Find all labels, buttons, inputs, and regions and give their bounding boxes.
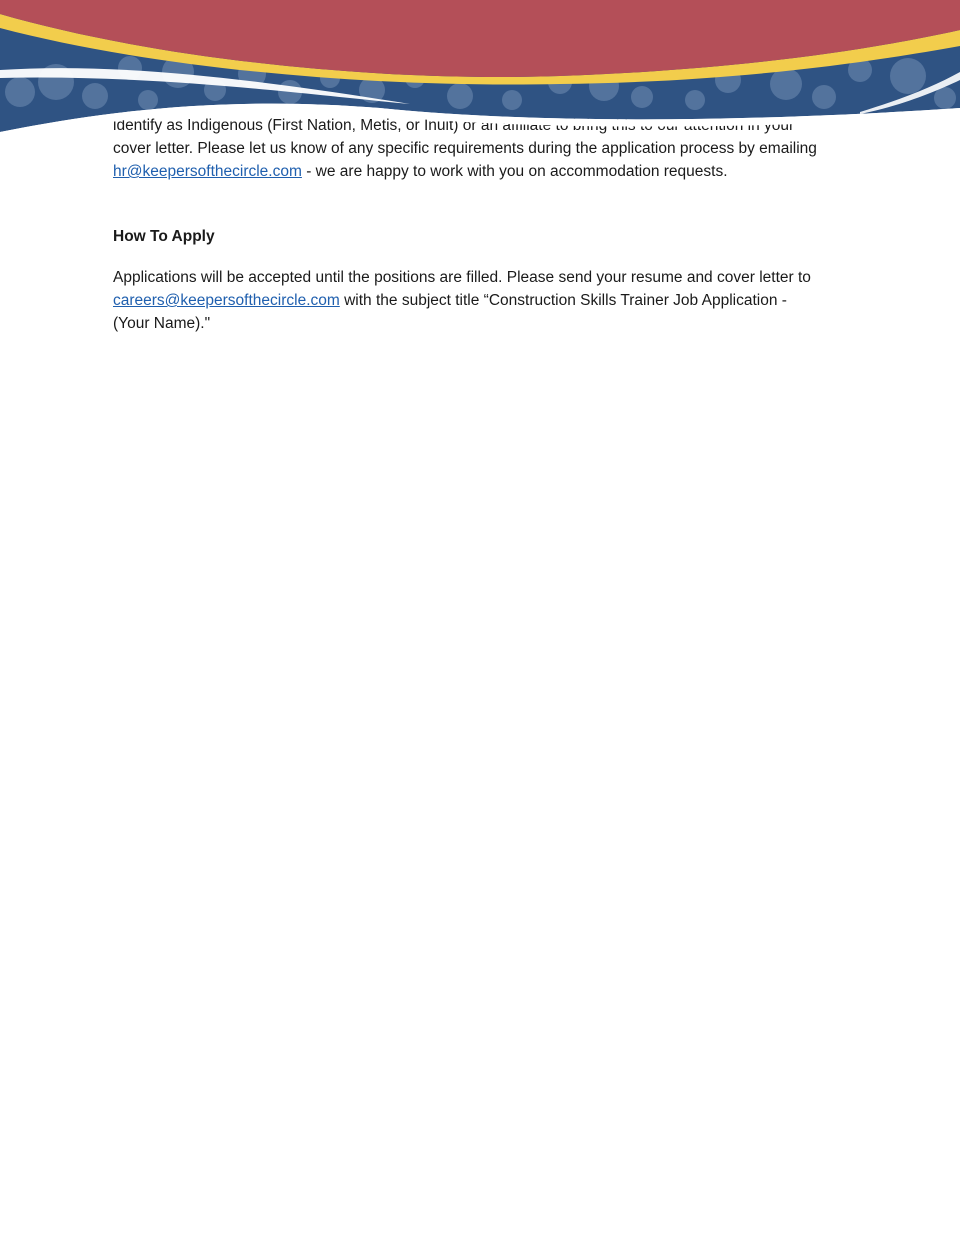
how-to-apply-heading: How To Apply bbox=[113, 228, 215, 245]
accommodation-line-3: - we are happy to work with you on accommodation requests. bbox=[301, 163, 728, 180]
header-banner bbox=[0, 0, 960, 140]
apply-line-2: with the subject title “Construction Skills Trainer Job Application - bbox=[339, 292, 787, 309]
hr-email-link[interactable]: hr@keepersofthecircle.com bbox=[113, 163, 302, 180]
accommodation-line-2: cover letter. Please let us know of any specific requirements during the application process by emailing bbox=[113, 140, 817, 157]
apply-line-1: Applications will be accepted until the positions are filled. Please send your resume and cover letter to bbox=[113, 269, 811, 286]
apply-line-3: (Your Name)." bbox=[113, 315, 211, 332]
document-body bbox=[113, 114, 843, 335]
accommodation-line-1: identify as Indigenous (First Nation, Metis, or Inuit) or an affiliate to bring this to our attention in your bbox=[113, 117, 795, 134]
careers-email-link[interactable]: careers@keepersofthecircle.com bbox=[113, 292, 340, 309]
banner-wave-graphic bbox=[0, 0, 960, 140]
how-to-apply-paragraph bbox=[113, 266, 843, 335]
